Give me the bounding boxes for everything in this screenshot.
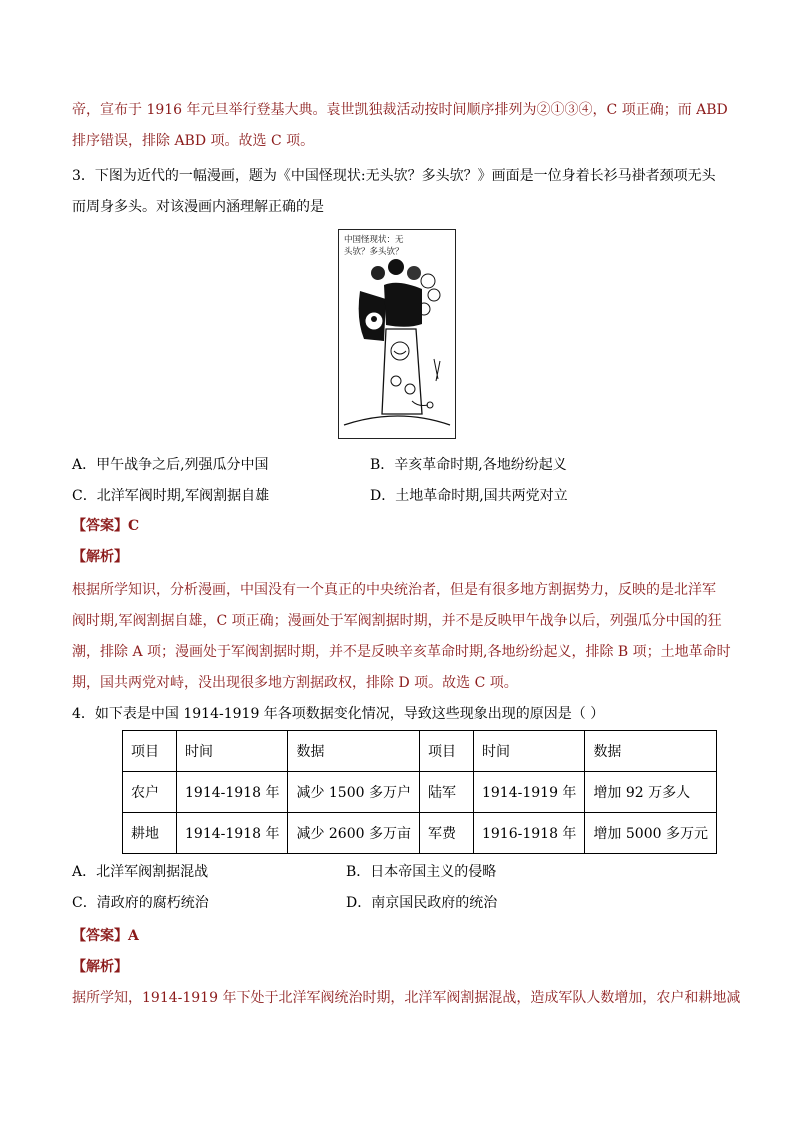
table-cell: 1916-1918 年 xyxy=(473,813,584,854)
table-header-cell: 项目 xyxy=(419,731,473,772)
q4-option-b: B．日本帝国主义的侵略 xyxy=(346,864,497,880)
q3-analysis-line-2: 阀时期,军阀割据自雄，C 项正确；漫画处于军阀割据时期，并不是反映甲午战争以后，列强瓜分中国的狂 xyxy=(72,613,722,629)
q3-option-d: D．土地革命时期,国共两党对立 xyxy=(370,488,568,504)
q3-analysis-label: 【解析】 xyxy=(72,549,128,565)
table-cell: 军费 xyxy=(419,813,473,854)
q3-stem-line-2: 而周身多头。对该漫画内涵理解正确的是 xyxy=(72,199,324,215)
table-header-cell: 项目 xyxy=(123,731,177,772)
q4-answer: 【答案】A xyxy=(72,928,139,944)
q4-analysis-label: 【解析】 xyxy=(72,959,128,975)
q4-stem: 4．如下表是中国 1914-1919 年各项数据变化情况，导致这些现象出现的原因是（ ） xyxy=(72,706,605,722)
q3-analysis-line-4: 期，国共两党对峙，没出现很多地方割据政权，排除 D 项。故选 C 项。 xyxy=(72,675,518,691)
table-cell: 1914-1919 年 xyxy=(473,772,584,813)
q4-analysis-line-1: 据所学知，1914-1919 年下处于北洋军阀统治时期，北洋军阀割据混战，造成军队人数增加，农户和耕地减 xyxy=(72,990,741,1006)
cartoon-caption-line-2: 头欤？多头欤？ xyxy=(344,247,404,257)
table-cell: 增加 92 万多人 xyxy=(585,772,717,813)
table-cell: 减少 1500 多万户 xyxy=(288,772,420,813)
q4-option-a: A．北洋军阀割据混战 xyxy=(72,864,209,880)
cartoon-caption-line-1: 中国怪现状：无 xyxy=(344,235,404,245)
q3-analysis-line-1: 根据所学知识，分析漫画，中国没有一个真正的中央统治者，但是有很多地方割据势力，反映的是北洋军 xyxy=(72,582,716,598)
q3-option-a: A．甲午战争之后,列强瓜分中国 xyxy=(72,457,269,473)
table-header-cell: 时间 xyxy=(177,731,288,772)
q4-option-d: D．南京国民政府的统治 xyxy=(346,895,498,911)
table-row xyxy=(123,772,717,813)
prev-explanation-line-1: 帝，宣布于 1916 年元旦举行登基大典。袁世凯独裁活动按时间顺序排列为②①③④，C 项正确；而 ABD xyxy=(72,102,728,118)
q3-analysis-line-3: 潮，排除 A 项；漫画处于军阀割据时期，并不是反映辛亥革命时期,各地纷纷起义，排除 B 项；土地革命时 xyxy=(72,644,731,660)
cartoon-image xyxy=(338,229,456,439)
table-header-row xyxy=(123,731,717,772)
table-cell: 耕地 xyxy=(123,813,177,854)
table-header-cell: 数据 xyxy=(585,731,717,772)
prev-explanation-line-2: 排序错误，排除 ABD 项。故选 C 项。 xyxy=(72,133,315,149)
table-cell: 陆军 xyxy=(419,772,473,813)
table-header-cell: 数据 xyxy=(288,731,420,772)
table-cell: 增加 5000 多万元 xyxy=(585,813,717,854)
table-header-cell: 时间 xyxy=(473,731,584,772)
q4-data-table xyxy=(122,730,717,854)
table-row xyxy=(123,813,717,854)
q3-option-c: C．北洋军阀时期,军阀割据自雄 xyxy=(72,488,270,504)
table-cell: 减少 2600 多万亩 xyxy=(288,813,420,854)
q3-option-b: B．辛亥革命时期,各地纷纷起义 xyxy=(370,457,567,473)
table-cell: 1914-1918 年 xyxy=(177,772,288,813)
q3-stem-line-1: 3．下图为近代的一幅漫画，题为《中国怪现状:无头欤？多头欤？》画面是一位身着长衫马褂者颈项无头 xyxy=(72,168,716,184)
q3-answer: 【答案】C xyxy=(72,518,140,534)
q4-option-c: C．清政府的腐朽统治 xyxy=(72,895,209,911)
table-cell: 农户 xyxy=(123,772,177,813)
table-cell: 1914-1918 年 xyxy=(177,813,288,854)
